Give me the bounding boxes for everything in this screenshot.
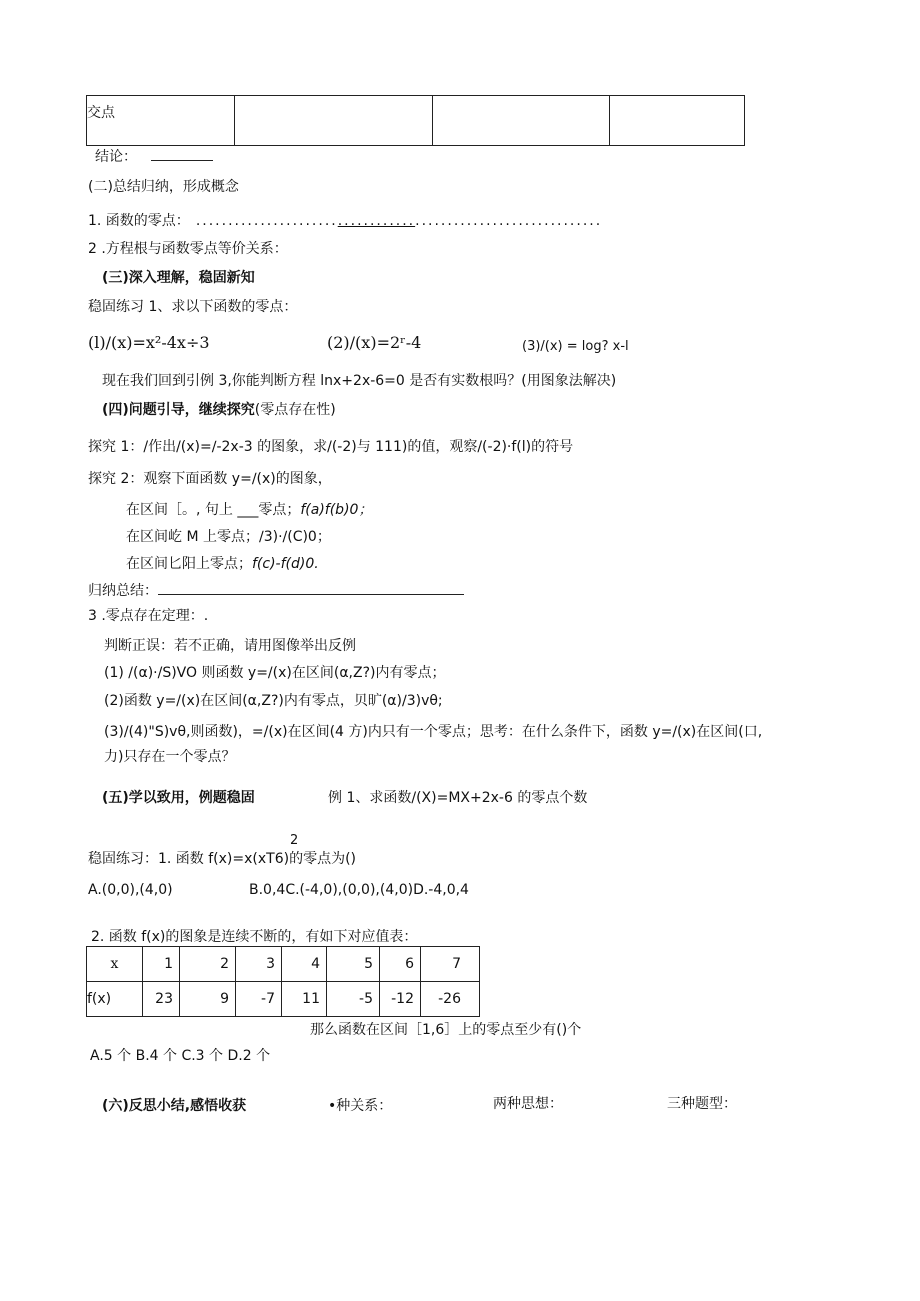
table-cell: -12 [380, 982, 421, 1017]
after-table-question: 那么函数在区间［1,6］上的零点至少有()个 [310, 1022, 582, 1038]
exercise-2-1-options-a: A.(0,0),(4,0) [88, 882, 173, 898]
exercise-2-1: 稳固练习：1. 函数 f(x)=x(xT6)的零点为() [88, 851, 357, 867]
explore-2: 探究 2：观察下面函数 y=∕(x)的图象， [88, 471, 332, 487]
table-cell: 1 [143, 947, 180, 982]
judge-2: (2)函数 y=/(x)在区间(α,Z?)内有零点，贝旷(α)∕3)vθ; [104, 693, 443, 709]
exponent-2: 2 [290, 833, 299, 848]
exercise-1-a: (l)/(x)=x²-4x÷3 [88, 333, 210, 352]
x-header: x [87, 947, 143, 982]
table-cell: 2 [180, 947, 236, 982]
definition-1: 1. 函数的零点： ............................................................... [88, 213, 603, 229]
interval-3: 在区间匕阳上零点；f(c)-f(d)0. [126, 556, 319, 572]
judge-intro: 判断正误：若不正确，请用图像举出反例 [104, 638, 356, 654]
section-6-title: (六)反思小结,感悟收获 [102, 1098, 247, 1114]
table-row [87, 947, 480, 982]
two-ideas: 两种思想： [493, 1096, 563, 1112]
intersection-table [86, 95, 745, 146]
section-4-title: (四)问题引导，继续探究(零点存在性) [102, 402, 336, 418]
table-row [87, 982, 480, 1017]
back-to-example: 现在我们回到引例 3,你能判断方程 lnx+2x-6=0 是否有实数根吗？(用图象法解决) [102, 373, 617, 389]
table-cell: 4 [282, 947, 327, 982]
intersection-cell-2 [433, 96, 610, 146]
exercise-1-c: (3)/(x) = log? x-l [522, 339, 629, 354]
explore-1: 探究 1：/作出/(x)=∕-2x-3 的图象，求/(-2)与 111)的值，观察/(-2)·f(l)的符号 [88, 439, 574, 455]
exercise-2-1-options-b: B.0,4C.(-4,0),(0,0),(4,0)D.-4,0,4 [249, 882, 469, 898]
exercise-1-intro: 稳固练习 1、求以下函数的零点： [88, 299, 298, 315]
example-1: 例 1、求函数/(X)=MX+2x-6 的零点个数 [328, 790, 588, 806]
table-cell: 5 [327, 947, 380, 982]
value-table [86, 946, 480, 1017]
table-cell: 7 [421, 947, 480, 982]
definition-2: 2 .方程根与函数零点等价关系： [88, 241, 288, 257]
intersection-cell-1 [235, 96, 433, 146]
summary-line: 归纳总结： [88, 582, 464, 600]
interval-2: 在区间屹 M 上零点；∕3)·∕(C)0； [126, 529, 331, 545]
summary-blank [158, 582, 464, 595]
intersection-label: 交点 [87, 96, 235, 146]
fx-header: f(x) [87, 982, 143, 1017]
table-cell: 23 [143, 982, 180, 1017]
table-cell: 3 [236, 947, 282, 982]
table-cell: -5 [327, 982, 380, 1017]
section-2-title: (二)总结归纳，形成概念 [88, 179, 239, 195]
three-types: 三种题型： [667, 1096, 737, 1112]
interval-1: 在区间［。, 句上 ___零点；f(a)f(b)0； [126, 502, 373, 518]
section-3-title: (三)深入理解，稳固新知 [102, 270, 255, 286]
conclusion-line: 结论： [95, 148, 213, 166]
intersection-cell-3 [610, 96, 745, 146]
judge-3b: 力)只存在一个零点？ [104, 749, 236, 765]
table-cell: 9 [180, 982, 236, 1017]
judge-1: (1) /(α)·/S)VO 则函数 y=/(x)在区间(α,Z?)内有零点； [104, 665, 446, 681]
judge-3a: (3)∕(4)"S)vθ,则函数)，=/(x)在区间(4 方)内只有一个零点；思考：在什么条件下，函数 y=∕(x)在区间(口, [104, 724, 763, 740]
conclusion-blank [151, 148, 213, 161]
definition-3: 3 .零点存在定理：. [88, 608, 209, 624]
table-cell: 11 [282, 982, 327, 1017]
table-cell: -26 [421, 982, 480, 1017]
table-cell: -7 [236, 982, 282, 1017]
exercise-2-2-options: A.5 个 B.4 个 C.3 个 D.2 个 [90, 1048, 271, 1064]
exercise-2-2: 2. 函数 f(x)的图象是连续不断的，有如下对应值表： [91, 929, 418, 945]
exercise-1-b: (2)/(x)=2ʳ-4 [327, 333, 422, 352]
table-cell: 6 [380, 947, 421, 982]
section-5-title: (五)学以致用，例题稳固 [102, 790, 255, 806]
one-relation: •种关系： [328, 1098, 393, 1114]
